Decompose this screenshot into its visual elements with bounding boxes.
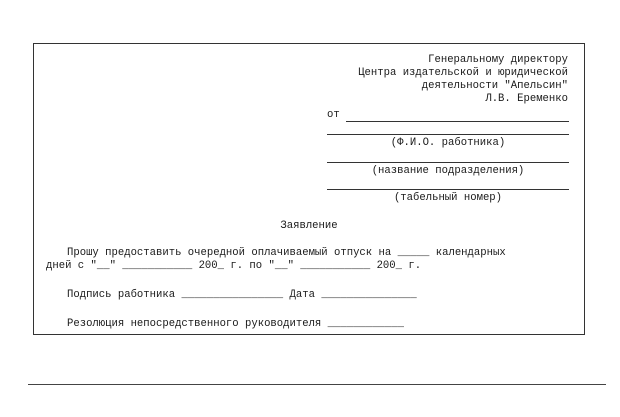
addressee-line-2: Центра издательской и юридической xyxy=(358,67,568,79)
signature-blank[interactable]: ________________ xyxy=(181,289,284,301)
date-blank[interactable]: _______________ xyxy=(321,289,417,301)
resolution-row xyxy=(67,318,404,331)
body-line-2[interactable]: дней с "__" ___________ 200_ г. по "__" ___________ 200_ г. xyxy=(46,260,422,272)
from-field-line[interactable] xyxy=(346,121,569,122)
resolution-blank[interactable]: ____________ xyxy=(327,318,404,330)
tab-number-field-line[interactable] xyxy=(327,189,569,190)
fio-field-line[interactable] xyxy=(327,134,569,135)
body-line-1 xyxy=(67,247,506,260)
body-line-1-end: календарных xyxy=(435,247,506,259)
signature-label: Подпись работника xyxy=(67,289,176,301)
addressee-line-3: деятельности "Апельсин" xyxy=(421,80,568,92)
page-divider xyxy=(28,384,606,385)
tab-number-caption: (табельный номер) xyxy=(393,192,503,204)
days-blank[interactable]: _____ xyxy=(397,247,430,259)
addressee-line-4: Л.В. Еременко xyxy=(485,93,568,105)
body-line-1-text: Прошу предоставить очередной оплачиваемый отпуск на xyxy=(67,247,392,259)
addressee-line-1: Генеральному директору xyxy=(428,54,568,66)
fio-caption: (Ф.И.О. работника) xyxy=(390,137,506,149)
department-caption: (название подразделения) xyxy=(371,165,525,177)
signature-row xyxy=(67,289,417,302)
document-title: Заявление xyxy=(280,220,338,232)
from-label: от xyxy=(327,109,340,121)
department-field-line[interactable] xyxy=(327,162,569,163)
date-label: Дата xyxy=(289,289,315,301)
resolution-label: Резолюция непосредственного руководителя xyxy=(67,318,322,330)
